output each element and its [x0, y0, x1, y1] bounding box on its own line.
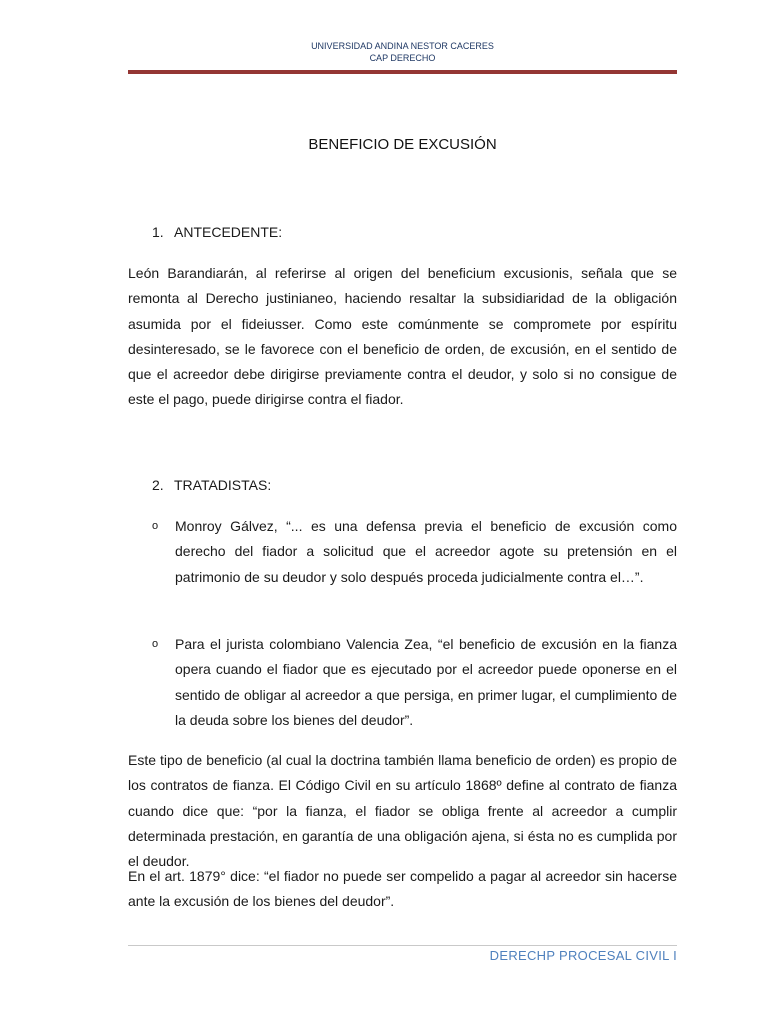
paragraph-art-1879: En el art. 1879° dice: “el fiador no puede ser compelido a pagar al acreedor sin hacerse ante la excusión de los bienes del deudor”.	[128, 868, 677, 910]
bullet-marker-icon: o	[152, 520, 159, 532]
header-university: UNIVERSIDAD ANDINA NESTOR CACERES	[311, 41, 494, 51]
document-title: BENEFICIO DE EXCUSIÓN	[308, 136, 497, 153]
section-heading-text: ANTECEDENTE:	[174, 224, 283, 240]
page-header	[128, 41, 677, 64]
header-program: CAP DERECHO	[369, 52, 436, 63]
paragraph-antecedente: León Barandiarán, al referirse al origen del beneficium excusionis, señala que se remonta al Derecho justinianeo, haciendo resaltar la subsidiaridad de la obligación asumida por el fideiusser. Como este comúnmente se compromete por espíritu desinteresado, se le favorece con el beneficio de orden, de excusión, en el sentido de que el acreedor debe dirigirse previamente contra el deudor, y solo si no consigue de este el pago, puede dirigirse contra el fiador.	[128, 265, 677, 408]
section-number: 2.	[152, 477, 164, 493]
header-rule	[128, 70, 677, 74]
section-number: 1.	[152, 224, 164, 240]
section-heading-tratadistas	[152, 476, 271, 494]
page-footer: DERECHP PROCESAL CIVIL I	[489, 948, 677, 963]
paragraph-codigo-civil: Este tipo de beneficio (al cual la doctrina también llama beneficio de orden) es propio de los contratos de fianza. El Código Civil en su artículo 1868º define al contrato de fianza cuando dice que: “por la fianza, el fiador se obliga frente al acreedor a cumplir determinada prestación, en garantía de una obligación ajena, si ésta no es cumplida por el deudor.	[128, 752, 677, 870]
section-heading-text: TRATADISTAS:	[174, 477, 272, 493]
section-heading-antecedente	[152, 223, 282, 241]
bullet-text: Para el jurista colombiano Valencia Zea, “el beneficio de excusión en la fianza opera cuando el fiador que es ejecutado por el acreedor puede oponerse en el sentido de obligar al acreedor a que persiga, en primer lugar, el cumplimiento de la deuda sobre los bienes del deudor”.	[175, 636, 677, 728]
bullet-text: Monroy Gálvez, “... es una defensa previa el beneficio de excusión como derecho del fiador a solicitud que el acreedor agote su pretensión en el patrimonio de su deudor y solo después proceda judicialmente contra el…”.	[175, 518, 677, 585]
footer-rule	[128, 945, 677, 946]
bullet-marker-icon: o	[152, 638, 159, 650]
